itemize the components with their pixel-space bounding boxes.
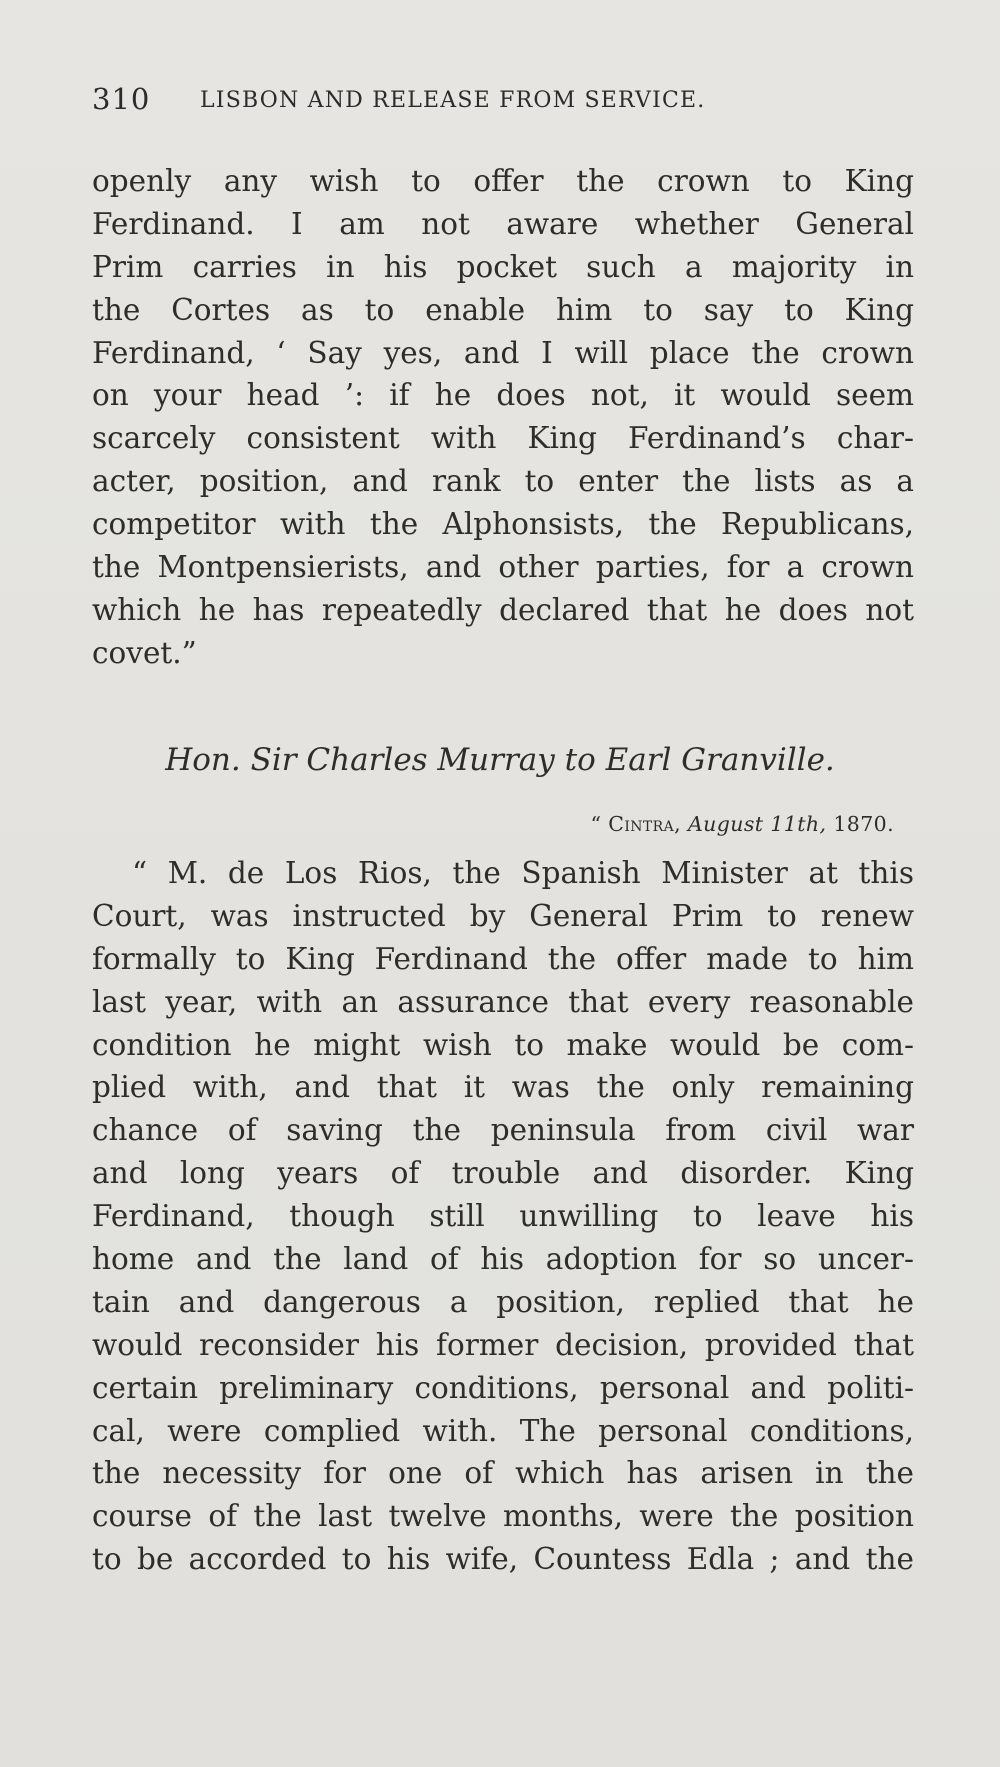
text-line: “ M. de Los Rios, the Spanish Minister at this [132,856,914,890]
text-line: cal, were complied with. The personal conditions, [92,1413,914,1448]
text-line: chance of saving the peninsula from civil war [92,1113,914,1148]
dateline-place: “ Cintra, [590,812,682,836]
text-line: competitor with the Alphonsists, the Republicans, [92,507,914,542]
paragraph-continued [92,160,914,675]
text-line: would reconsider his former decision, provided that [92,1327,914,1362]
text-line: condition he might wish to make would be com- [92,1027,914,1062]
text-line: tain and dangerous a position, replied that he [92,1284,914,1319]
text-line: Ferdinand, though still unwilling to leave his [92,1199,914,1234]
text-line: Ferdinand, ‘ Say yes, and I will place the crown [92,335,914,370]
dateline-date: August 11th, [687,812,827,836]
text-line: certain preliminary conditions, personal and politi- [92,1370,914,1405]
page-header [92,82,912,122]
page-number: 310 [92,82,151,116]
dateline [590,812,894,836]
text-line: Ferdinand. I am not aware whether General [92,206,914,241]
text-line: home and the land of his adoption for so uncer- [92,1242,914,1277]
running-head: LISBON AND RELEASE FROM SERVICE. [200,88,706,113]
text-line: which he has repeatedly declared that he does not [92,592,914,627]
text-line: on your head ’: if he does not, it would seem [92,378,914,413]
text-line: Prim carries in his pocket such a majority in [92,249,914,284]
text-line: to be accorded to his wife, Countess Edla ; and the [92,1542,914,1577]
text-line: acter, position, and rank to enter the lists as a [92,464,914,499]
text-line: scarcely consistent with King Ferdinand’s char- [92,421,914,456]
text-line: openly any wish to offer the crown to King [92,164,914,198]
text-line: and long years of trouble and disorder. King [92,1156,914,1191]
text-line: course of the last twelve months, were the position [92,1499,914,1534]
letter-heading: Hon. Sir Charles Murray to Earl Granville. [165,742,835,778]
text-line: Court, was instructed by General Prim to renew [92,898,914,933]
letter-body [92,852,914,1581]
text-line: covet.” [92,635,197,670]
text-line: the necessity for one of which has arisen in the [92,1456,914,1491]
text-line: formally to King Ferdinand the offer made to him [92,941,914,976]
text-line: plied with, and that it was the only remaining [92,1070,914,1105]
dateline-year: 1870. [833,812,894,836]
text-line: last year, with an assurance that every reasonable [92,984,914,1019]
text-line: the Cortes as to enable him to say to King [92,292,914,327]
text-line: the Montpensierists, and other parties, for a crown [92,550,914,585]
